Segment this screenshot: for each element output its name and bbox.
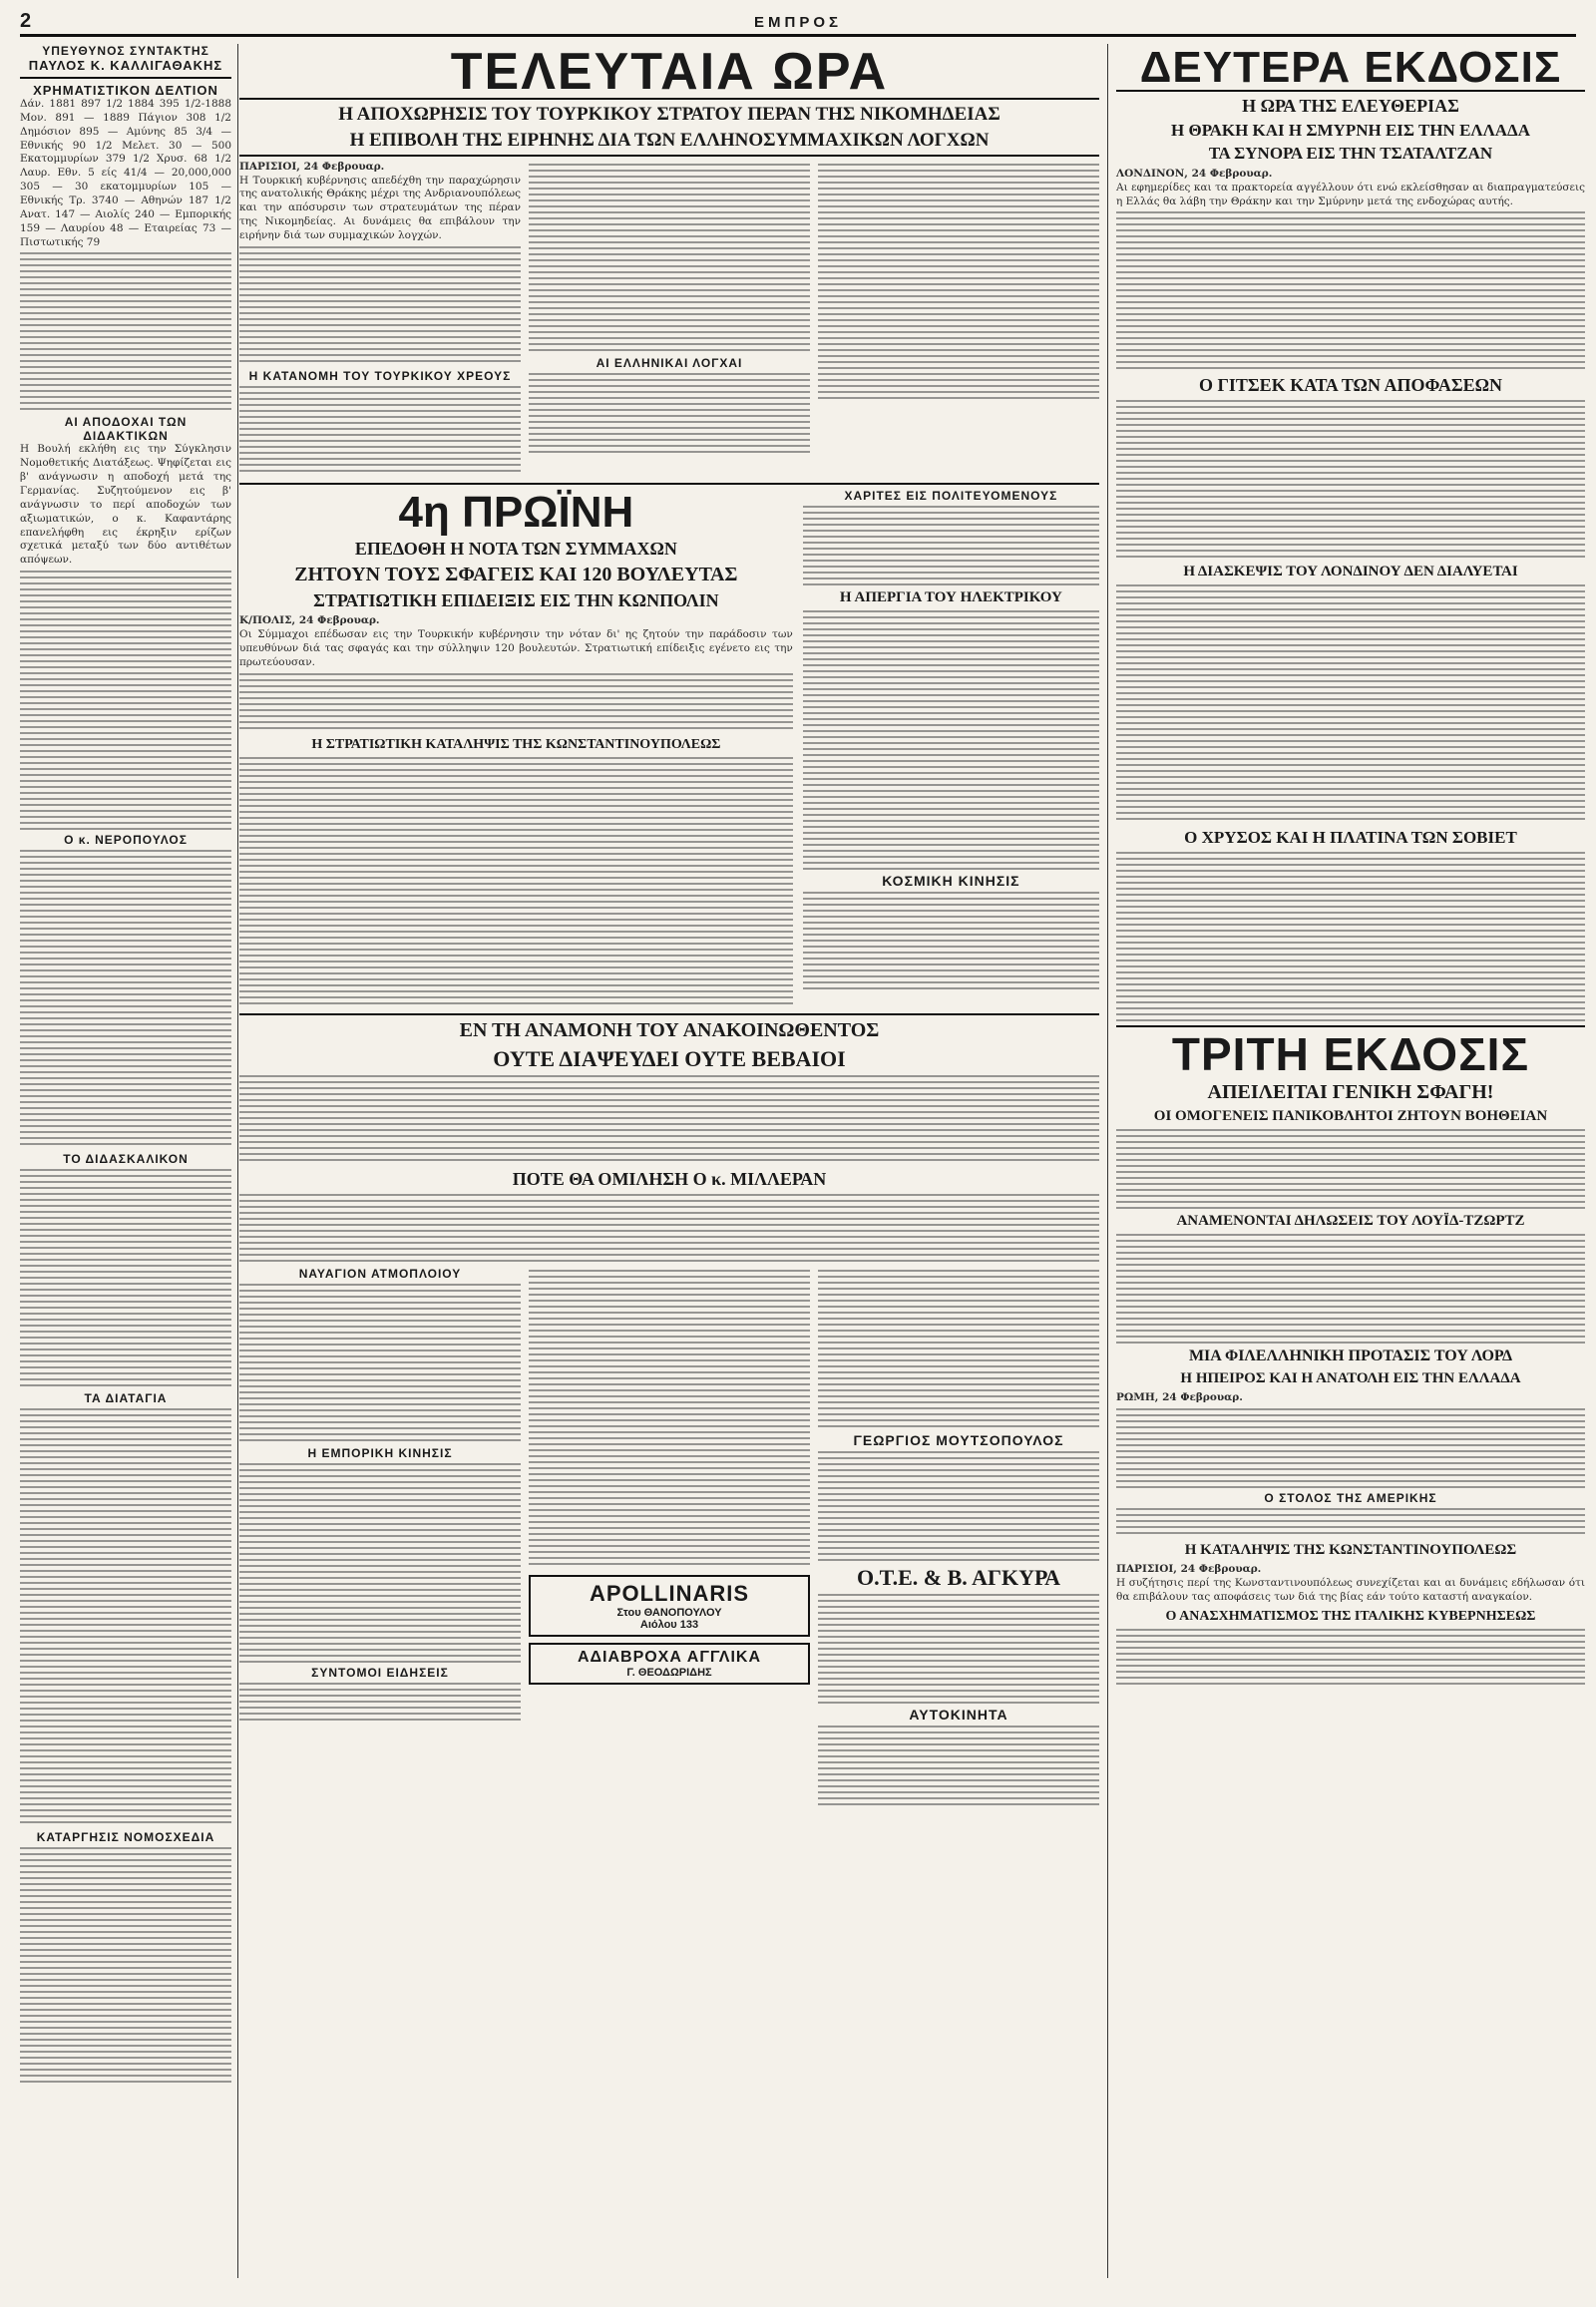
london-heading: Η ΔΙΑΣΚΕΨΙΣ ΤΟΥ ΛΟΝΔΙΝΟΥ ΔΕΝ ΔΙΑΛΥΕΤΑΙ — [1183, 564, 1518, 580]
ad-raincoats-line: Γ. ΘΕΟΔΩΡΙΔΗΣ — [626, 1666, 712, 1679]
greek-lances-heading: ΑΙ ΕΛΛΗΝΙΚΑΙ ΛΟΓΧΑΙ — [596, 355, 743, 370]
threat-headline: ΑΠΕΙΛΕΙΤΑΙ ΓΕΝΙΚΗ ΣΦΑΓΗ! — [1207, 1080, 1494, 1103]
dateline-london: ΛΟΝΔΙΝΟΝ, 24 Φεβρουαρ. — [1116, 167, 1273, 180]
homogeneis-headline: ΟΙ ΟΜΟΓΕΝΕΙΣ ΠΑΝΙΚΟΒΛΗΤΟΙ ΖΗΤΟΥΝ ΒΟΗΘΕΙΑΝ — [1153, 1107, 1548, 1124]
left-column — [20, 44, 238, 2278]
graces-heading: ΧΑΡΙΤΕΣ ΕΙΣ ΠΟΛΙΤΕΥΟΜΕΝΟΥΣ — [844, 488, 1058, 503]
sub-borders: ΤΑ ΣΥΝΟΡΑ ΕΙΣ ΤΗΝ ΤΣΑΤΑΛΤΖΑΝ — [1208, 144, 1493, 164]
occupation-heading: Η ΚΑΤΑΛΗΨΙΣ ΤΗΣ ΚΩΝΣΤΑΝΤΙΝΟΥΠΟΛΕΩΣ — [1184, 1541, 1517, 1558]
dateline-cpolis: Κ/ΠΟΛΙΣ, 24 Φεβρουαρ. — [239, 614, 380, 627]
headline-last-hour: ΤΕΛΕΥΤΑΙΑ ΩΡΑ — [239, 46, 1099, 100]
shipwreck-heading: ΝΑΥΑΓΙΟΝ ΑΤΜΟΠΛΟΙΟΥ — [298, 1266, 462, 1281]
debt-heading: Η ΚΑΤΑΝΟΜΗ ΤΟΥ ΤΟΥΡΚΙΚΟΥ ΧΡΕΟΥΣ — [248, 368, 512, 383]
headline-strike: Η ΑΠΕΡΓΙΑ ΤΟΥ ΗΛΕΚΤΡΙΚΟΥ — [839, 588, 1062, 605]
repeal-heading: ΚΑΤΑΡΓΗΣΙΣ ΝΟΜΟΣΧΕΔΙΑ — [36, 1830, 215, 1845]
headline-waiting: ΕΝ ΤΗ ΑΝΑΜΟΝΗ ΤΟΥ ΑΝΑΚΟΙΝΩΘΕΝΤΟΣ — [459, 1018, 880, 1041]
ote-heading: Ο.Τ.Ε. & Β. ΑΓΚΥΡΑ — [856, 1564, 1061, 1590]
page-number: 2 — [20, 10, 32, 32]
schools-heading: ΑΙ ΑΠΟΔΟΧΑΙ ΤΩΝ ΔΙΔΑΚΤΙΚΩΝ — [64, 415, 188, 444]
social-heading: ΚΟΣΜΙΚΗ ΚΙΝΗΣΙΣ — [882, 873, 1020, 890]
headline-military: ΣΤΡΑΤΙΩΤΙΚΗ ΕΠΙΔΕΙΞΙΣ ΕΙΣ ΤΗΝ ΚΩΝΠΟΛΙΝ — [313, 589, 719, 610]
headline-demands: ΖΗΤΟΥΝ ΤΟΥΣ ΣΦΑΓΕΙΣ ΚΑΙ 120 ΒΟΥΛΕΥΤΑΣ — [294, 563, 738, 585]
article-peace: Η Τουρκική κυβέρνησις απεδέχθη την παραχώρησιν της ανατολικής Θράκης μέχρι της Ανδριανουπόλεως και την απόσυρσιν των στρατευμάτων της πέραν της Νικομηδείας. Αι δυνάμεις θα επιβάλουν την ειρήνην διά των συμμαχικών λογχών. — [239, 174, 521, 241]
headline-occupation: Η ΣΤΡΑΤΙΩΤΙΚΗ ΚΑΤΑΛΗΨΙΣ ΤΗΣ ΚΩΝΣΤΑΝΤΙΝΟΥΠΟΛΕΩΣ — [311, 736, 721, 752]
orders-heading: ΤΑ ΔΙΑΤΑΓΙΑ — [84, 1391, 168, 1406]
headline-second-edition: ΔΕΥΤΕΡΑ ΕΚΔΟΣΙΣ — [1116, 46, 1585, 92]
sub-thrace: Η ΘΡΑΚΗ ΚΑΙ Η ΣΜΥΡΝΗ ΕΙΣ ΤΗΝ ΕΛΛΑΔΑ — [1171, 120, 1530, 140]
ad-raincoats-title: ΑΔΙΑΒΡΟΧΑ ΑΓΓΛΙΚΑ — [577, 1648, 762, 1666]
epirus-heading: Η ΗΠΕΙΡΟΣ ΚΑΙ Η ΑΝΑΤΟΛΗ ΕΙΣ ΤΗΝ ΕΛΛΑΔΑ — [1180, 1369, 1521, 1386]
headline-peace: Η ΕΠΙΒΟΛΗ ΤΗΣ ΕΙΡΗΝΗΣ ΔΙΑ ΤΩΝ ΕΛΛΗΝΟΣΥΜΜΑΧΙΚΩΝ ΛΟΓΧΩΝ — [239, 130, 1099, 157]
proposal-heading: ΜΙΑ ΦΙΛΕΛΛΗΝΙΚΗ ΠΡΟΤΑΣΙΣ ΤΟΥ ΛΟΡΔ — [1188, 1347, 1513, 1365]
georgios-heading: ΓΕΩΡΓΙΟΣ ΜΟΥΤΣΟΠΟΥΛΟΣ — [853, 1431, 1064, 1448]
editor-name: ΠΑΥΛΟΣ Κ. ΚΑΛΛΙΓΑΘΑΚΗΣ — [28, 58, 223, 73]
dateline-paris: ΠΑΡΙΣΙΟΙ, 24 Φεβρουαρ. — [239, 160, 385, 173]
teaching-heading: ΤΟ ΔΙΔΑΣΚΑΛΙΚΟΝ — [63, 1152, 189, 1167]
center-column — [239, 44, 1099, 2278]
article-note: Οι Σύμμαχοι επέδωσαν εις την Τουρκικήν κυβέρνησιν την νόταν δι' ης ζητούν την παράδοσιν των υπευθύνων διά τας σφαγάς και την σύλληψιν 120 βουλευτών. Στρατιωτική επίδειξις εγένετο εις την πρωτεύουσαν. — [239, 628, 793, 668]
decisions-heading: Ο ΓΙΤΣΕΚ ΚΑΤΑ ΤΩΝ ΑΠΟΦΑΣΕΩΝ — [1198, 375, 1503, 396]
article-freedom: Αι εφημερίδες και τα πρακτορεία αγγέλλουν ότι ενώ εκλείσθησαν αι διαπραγματεύσεις η Ελλάς θα λάβη την Θράκην και την Σμύρνην μετά της ενδοχώρας αυτής. — [1116, 181, 1585, 207]
ad-apollinaris-title: APOLLINARIS — [589, 1580, 750, 1606]
headline-millerand: ΠΟΤΕ ΘΑ ΟΜΙΛΗΣΗ Ο κ. ΜΙΛΛΕΡΑΝ — [512, 1169, 827, 1190]
masthead — [20, 10, 1576, 37]
italy-heading: Ο ΑΝΑΣΧΗΜΑΤΙΣΜΟΣ ΤΗΣ ΙΤΑΛΙΚΗΣ ΚΥΒΕΡΝΗΣΕΩΣ — [1165, 1608, 1536, 1624]
ad-raincoats — [529, 1643, 810, 1685]
headline-third-edition: ΤΡΙΤΗ ΕΚΔΟΣΙΣ — [1171, 1027, 1530, 1080]
newspaper-page — [20, 10, 1585, 2278]
trade-heading: Η ΕΜΠΟΡΙΚΗ ΚΙΝΗΣΙΣ — [307, 1445, 453, 1460]
market-text: Δάν. 1881 897 1/2 1884 395 1/2-1888 Μον. 891 — 1889 Πάγιον 308 1/2 Δημόσιον 895 — Αμύνης 85 3/4 — Εθνικής 90 1/2 Μελετ. 30 — 500 Εκατομμυρίων 379 1/2 Χρυσ. 68 1/2 Λαυρ. Εθν. 5 είς 41/4 — 20,000,000 305 — 30 εκατομμυρίων 105 — Εθνικής Τρ. 3740 — Αθηνών 187 1/2 Ανατ. 147 — Αιολίς 240 — Εμπορικής 159 — Λαυρίου 48 — Εταιρείας 73 — Πιστωτικής 79 — [20, 98, 231, 248]
sub-freedom: Η ΩΡΑ ΤΗΣ ΕΛΕΥΘΕΡΙΑΣ — [1242, 96, 1459, 116]
article-occupation: Η συζήτησις περί της Κωνσταντινουπόλεως συνεχίζεται και αι δυνάμεις εδήλωσαν ότι θα επιβάλουν τας αποφάσεις των διά της βίας εάν τούτο καταστή αναγκαίον. — [1116, 1576, 1585, 1603]
lloyd-heading: ΑΝΑΜΕΝΟΝΤΑΙ ΔΗΛΩΣΕΙΣ ΤΟΥ ΛΟΥΪΔ-ΤΖΩΡΤΖ — [1176, 1213, 1525, 1230]
ad-apollinaris-sub: Αιόλου 133 — [639, 1618, 699, 1631]
parliament-paragraph: Η Βουλή εκλήθη εις την Σύγκλησιν Νομοθετικής Διατάξεως. Ψηφίζεται εις β' ανάγνωσιν η αποδοχή μετά της Γερμανίας. Συζητούμενον εις β' ανάγνωσιν το περί αποδοχών των αξιωματικών, ο κ. Καφαντάρης επανελήφθη εις έκρηξιν ερίζων σχετικά μεταξύ των δύο αντιθέτων απόψεων. — [20, 443, 231, 567]
ad-apollinaris — [529, 1575, 810, 1637]
market-title: ΧΡΗΜΑΤΙΣΤΙΚΟΝ ΔΕΛΤΙΟΝ — [33, 83, 218, 98]
dateline-paris-2: ΠΑΡΙΣΙΟΙ, 24 Φεβρουαρ. — [1116, 1563, 1262, 1576]
fleet-heading: Ο ΣΤΟΛΟΣ ΤΗΣ ΑΜΕΡΙΚΗΣ — [1264, 1490, 1437, 1505]
headline-confirm: ΟΥΤΕ ΔΙΑΨΕΥΔΕΙ ΟΥΤΕ ΒΕΒΑΙΟΙ — [493, 1045, 846, 1071]
headline-4am: 4η ΠΡΩΪΝΗ — [398, 487, 634, 537]
dateline-rome: ΡΩΜΗ, 24 Φεβρουαρ. — [1116, 1390, 1243, 1403]
paper-name: ΕΜΠΡΟΣ — [753, 14, 842, 31]
short-news-heading: ΣΥΝΤΟΜΟΙ ΕΙΔΗΣΕΙΣ — [311, 1665, 449, 1680]
gold-heading: Ο ΧΡΥΣΟΣ ΚΑΙ Η ΠΛΑΤΙΝΑ ΤΩΝ ΣΟΒΙΕΤ — [1184, 828, 1517, 848]
cars-heading: ΑΥΤΟΚΙΝΗΤΑ — [909, 1707, 1008, 1724]
speech-heading: Ο κ. ΝΕΡΟΠΟΥΛΟΣ — [64, 833, 188, 848]
ad-apollinaris-line: Στου ΘΑΝΟΠΟΥΛΟΥ — [616, 1606, 722, 1619]
editor-label: ΥΠΕΥΘΥΝΟΣ ΣΥΝΤΑΚΤΗΣ — [42, 44, 209, 58]
headline-note: ΕΠΕΔΟΘΗ Η ΝΟΤΑ ΤΩΝ ΣΥΜΜΑΧΩΝ — [354, 538, 677, 559]
right-column — [1107, 44, 1585, 2278]
headline-turkish-withdrawal: Η ΑΠΟΧΩΡΗΣΙΣ ΤΟΥ ΤΟΥΡΚΙΚΟΥ ΣΤΡΑΤΟΥ ΠΕΡΑΝ ΤΗΣ ΝΙΚΟΜΗΔΕΙΑΣ — [338, 104, 1000, 125]
